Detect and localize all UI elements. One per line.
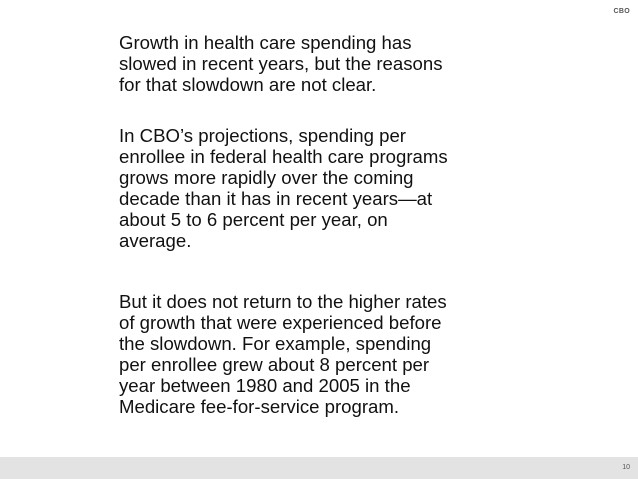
paragraph-line: of growth that were experienced before: [119, 312, 442, 333]
paragraph-line: Medicare fee-for-service program.: [119, 396, 400, 417]
paragraph-projections: [119, 125, 519, 251]
paragraph-line: Growth in health care spending has: [119, 32, 412, 53]
paragraph-line: But it does not return to the higher rates: [119, 291, 447, 312]
paragraph-line: for that slowdown are not clear.: [119, 74, 377, 95]
paragraph-line: In CBO’s projections, spending per: [119, 125, 406, 146]
paragraph-line: about 5 to 6 percent per year, on: [119, 209, 388, 230]
paragraph-slowdown: [119, 32, 519, 95]
paragraph-line: decade than it has in recent years—at: [119, 188, 433, 209]
paragraph-line: per enrollee grew about 8 percent per: [119, 354, 430, 375]
paragraph-line: the slowdown. For example, spending: [119, 333, 432, 354]
page-number: 10: [622, 464, 630, 471]
paragraph-historical-growth: [119, 291, 519, 417]
paragraph-line: slowed in recent years, but the reasons: [119, 53, 443, 74]
footer-bar: [0, 457, 638, 479]
paragraph-line: grows more rapidly over the coming: [119, 167, 414, 188]
paragraph-line: average.: [119, 230, 192, 251]
paragraph-line: enrollee in federal health care programs: [119, 146, 448, 167]
paragraph-line: year between 1980 and 2005 in the: [119, 375, 411, 396]
cbo-logo: CBO: [613, 8, 630, 15]
